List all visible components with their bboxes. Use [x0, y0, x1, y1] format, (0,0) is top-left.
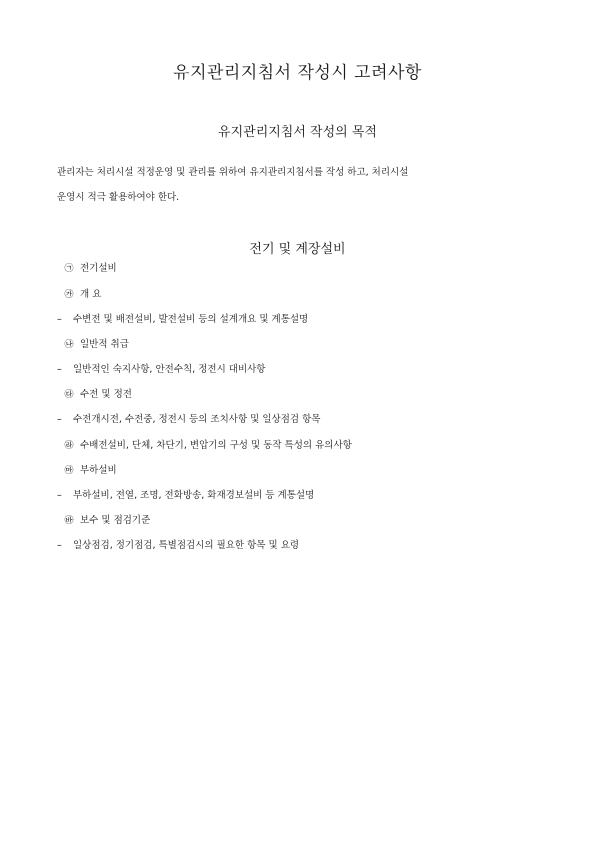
item-text: 일반적인 숙지사항, 안전수칙, 정전시 대비사항 — [73, 364, 266, 375]
list-item — [62, 512, 150, 526]
item-marker: – — [57, 490, 62, 501]
item-marker: – — [57, 540, 62, 551]
item-marker: ㉮ — [64, 290, 74, 300]
item-marker: ㉲ — [64, 466, 74, 476]
list-item — [57, 487, 314, 501]
purpose-line: 관리자는 처리시설 적정운영 및 관리를 위하여 유지관리지침서를 작성 하고, 처리시설 — [57, 167, 409, 178]
item-text: 부하설비 — [80, 465, 117, 476]
item-text: 개 요 — [80, 289, 102, 300]
item-marker: – — [57, 414, 62, 425]
list-item — [62, 336, 129, 350]
item-marker: ㉠ — [64, 264, 74, 274]
purpose-heading: 유지관리지침서 작성의 목적 — [218, 125, 377, 140]
item-marker: ㉰ — [64, 390, 74, 400]
list-item — [62, 260, 117, 274]
item-text: 부하설비, 전열, 조명, 전화방송, 화재경보설비 등 계통설명 — [73, 490, 315, 501]
item-text: 보수 및 점검기준 — [80, 515, 151, 526]
list-item — [62, 286, 101, 300]
item-marker: ㉯ — [64, 340, 74, 350]
item-marker: ㉳ — [64, 516, 74, 526]
item-text: 수전개시전, 수전중, 정전시 등의 조치사항 및 일상점검 항목 — [73, 414, 321, 425]
item-marker: – — [57, 314, 62, 325]
item-text: 수전 및 정전 — [80, 389, 132, 400]
item-text: 수변전 및 배전설비, 발전설비 등의 설계개요 및 계통설명 — [73, 314, 309, 325]
item-marker: – — [57, 364, 62, 375]
item-text: 일반적 취급 — [80, 339, 129, 350]
electrical-heading: 전기 및 계장설비 — [249, 242, 346, 257]
list-item — [57, 361, 265, 375]
list-item — [62, 386, 132, 400]
list-item — [62, 462, 117, 476]
purpose-paragraph — [57, 160, 547, 210]
list-item — [57, 311, 308, 325]
list-item — [62, 437, 352, 451]
list-item — [57, 537, 299, 551]
item-marker: ㉱ — [64, 441, 74, 451]
item-text: 수배전설비, 단체, 차단기, 변압기의 구성 및 동작 특성의 유의사항 — [80, 440, 352, 451]
document-title: 유지관리지침서 작성시 고려사항 — [173, 63, 422, 83]
purpose-line: 운영시 적극 활용하여야 한다. — [57, 192, 180, 203]
list-item — [57, 411, 320, 425]
item-text: 일상점검, 정기점검, 특별점검시의 필요한 항목 및 요령 — [73, 540, 300, 551]
item-text: 전기설비 — [80, 263, 117, 274]
